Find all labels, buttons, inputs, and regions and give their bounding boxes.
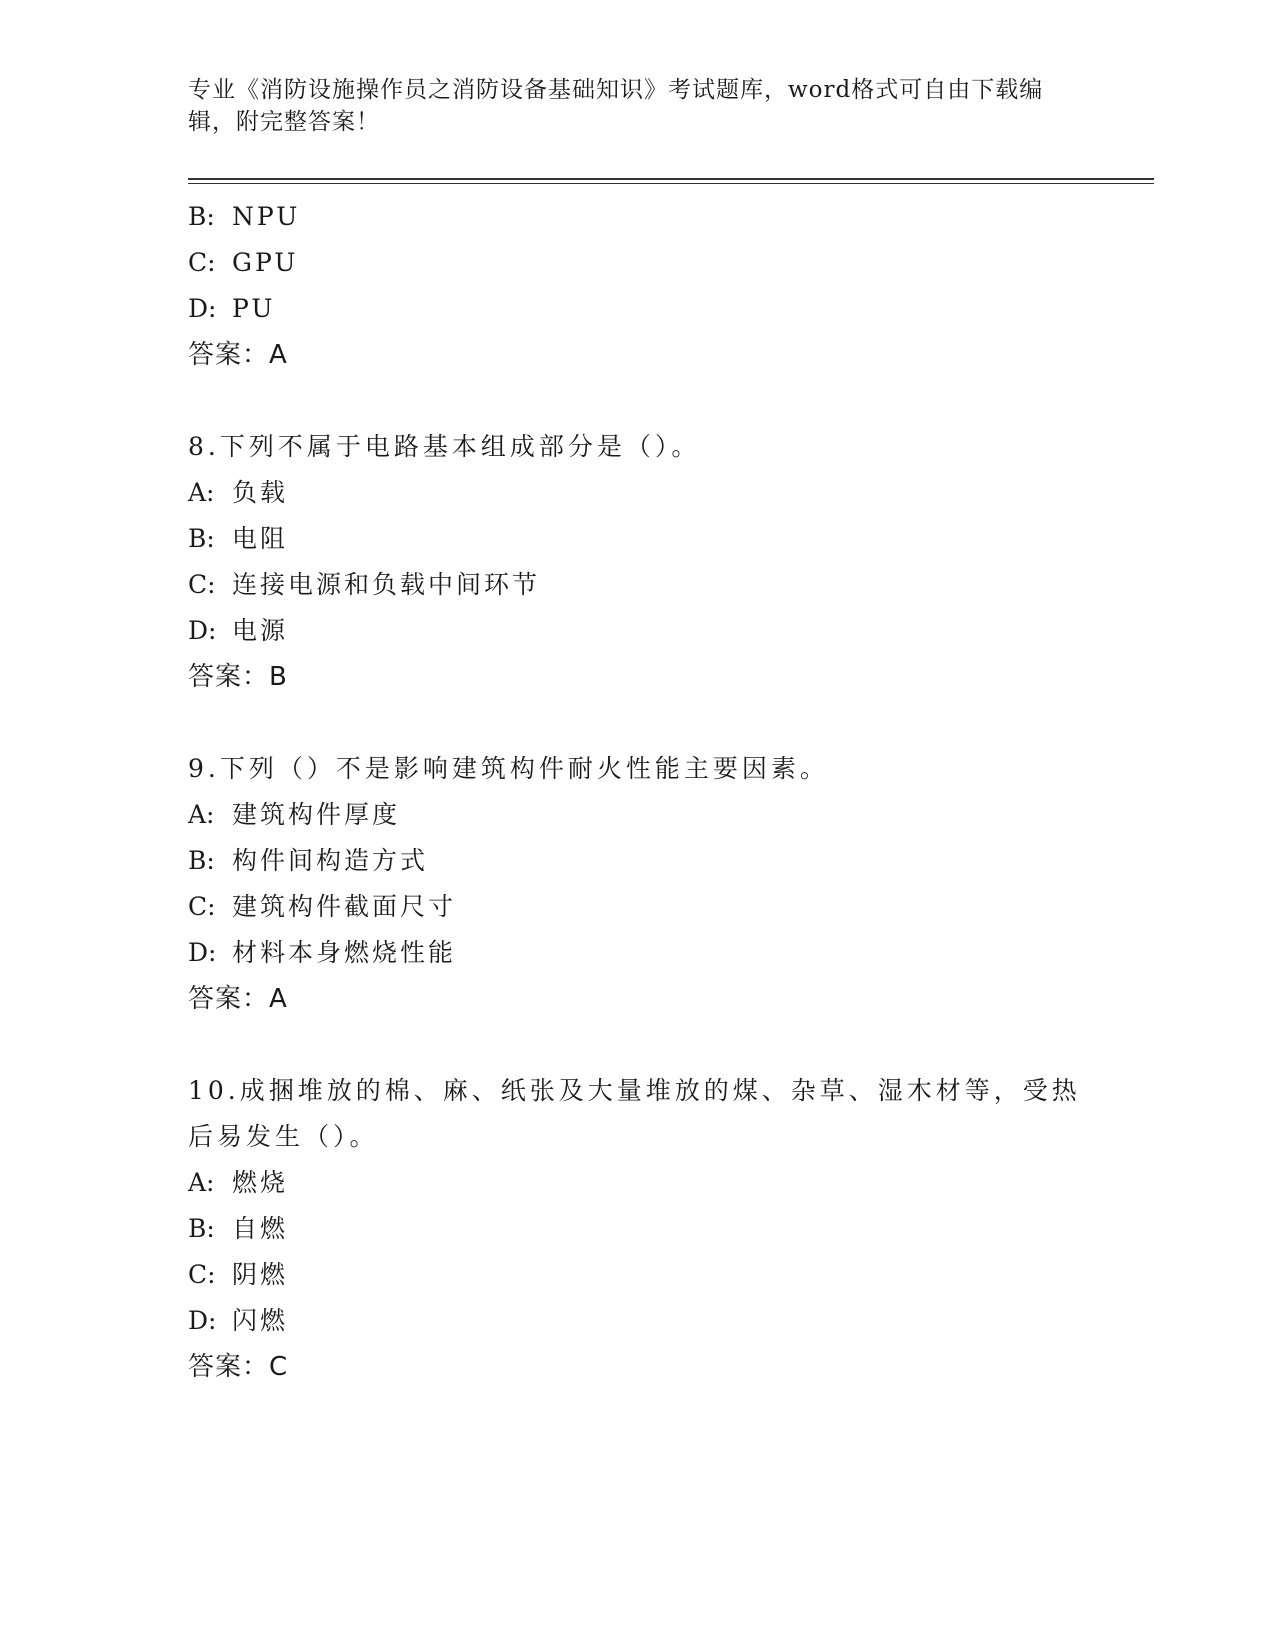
- option-text: 燃烧: [232, 1168, 289, 1197]
- option-label: D:: [188, 616, 217, 645]
- option-a: [188, 470, 1088, 516]
- option-text: 自燃: [232, 1214, 289, 1243]
- option-d: [188, 1298, 1088, 1344]
- option-text: PU: [232, 294, 276, 323]
- option-text: 材料本身燃烧性能: [232, 938, 457, 967]
- question-stem: 9.下列（）不是影响建筑构件耐火性能主要因素。: [188, 754, 829, 783]
- question-list: [188, 194, 1088, 1390]
- question-stem: 8.下列不属于电路基本组成部分是（）。: [188, 432, 701, 461]
- answer-line: 答案：A: [188, 984, 288, 1014]
- option-label: B:: [188, 524, 215, 553]
- option-label: D:: [188, 294, 217, 323]
- document-header: [188, 74, 1088, 138]
- option-label: D:: [188, 1306, 217, 1335]
- option-d: [188, 286, 1088, 332]
- option-label: C:: [188, 570, 216, 599]
- option-c: [188, 562, 1088, 608]
- header-divider-thin: [188, 183, 1154, 184]
- option-text: 电源: [232, 616, 289, 645]
- option-label: D:: [188, 938, 217, 967]
- question-stem: [188, 1068, 1088, 1160]
- answer-line: 答案：B: [188, 662, 288, 692]
- option-text: NPU: [232, 202, 301, 231]
- question-stem-line-1: 10.成捆堆放的棉、麻、纸张及大量堆放的煤、杂草、湿木材等，受热: [188, 1076, 1081, 1105]
- option-text: 建筑构件截面尺寸: [232, 892, 457, 921]
- option-label: A:: [188, 800, 215, 829]
- question-stem-line-2: 后易发生（）。: [188, 1122, 379, 1151]
- option-text: 建筑构件厚度: [232, 800, 401, 829]
- option-label: B:: [188, 1214, 215, 1243]
- option-label: B:: [188, 202, 215, 231]
- question-10: [188, 1068, 1088, 1390]
- header-line-2: 辑，附完整答案！: [188, 109, 380, 135]
- option-b: [188, 516, 1088, 562]
- option-c: [188, 884, 1088, 930]
- option-a: [188, 1160, 1088, 1206]
- option-text: 阴燃: [232, 1260, 289, 1289]
- option-b: [188, 1206, 1088, 1252]
- question-9: [188, 746, 1088, 1022]
- option-label: C:: [188, 248, 216, 277]
- option-text: 负载: [232, 478, 289, 507]
- answer-line: 答案：C: [188, 1352, 289, 1382]
- header-divider: [188, 178, 1154, 180]
- option-label: A:: [188, 478, 215, 507]
- option-c: [188, 1252, 1088, 1298]
- option-b: [188, 194, 1088, 240]
- option-b: [188, 838, 1088, 884]
- option-c: [188, 240, 1088, 286]
- question-7-partial: [188, 194, 1088, 378]
- option-text: 构件间构造方式: [232, 846, 429, 875]
- question-8: [188, 424, 1088, 700]
- header-line-1: 专业《消防设施操作员之消防设备基础知识》考试题库，word格式可自由下载编: [188, 77, 1044, 103]
- option-label: C:: [188, 892, 216, 921]
- option-text: 闪燃: [232, 1306, 289, 1335]
- option-label: C:: [188, 1260, 216, 1289]
- option-label: B:: [188, 846, 215, 875]
- option-d: [188, 608, 1088, 654]
- option-text: 连接电源和负载中间环节: [232, 570, 541, 599]
- option-label: A:: [188, 1168, 215, 1197]
- option-a: [188, 792, 1088, 838]
- option-text: GPU: [232, 248, 299, 277]
- option-text: 电阻: [232, 524, 289, 553]
- answer-line: 答案：A: [188, 340, 288, 370]
- option-d: [188, 930, 1088, 976]
